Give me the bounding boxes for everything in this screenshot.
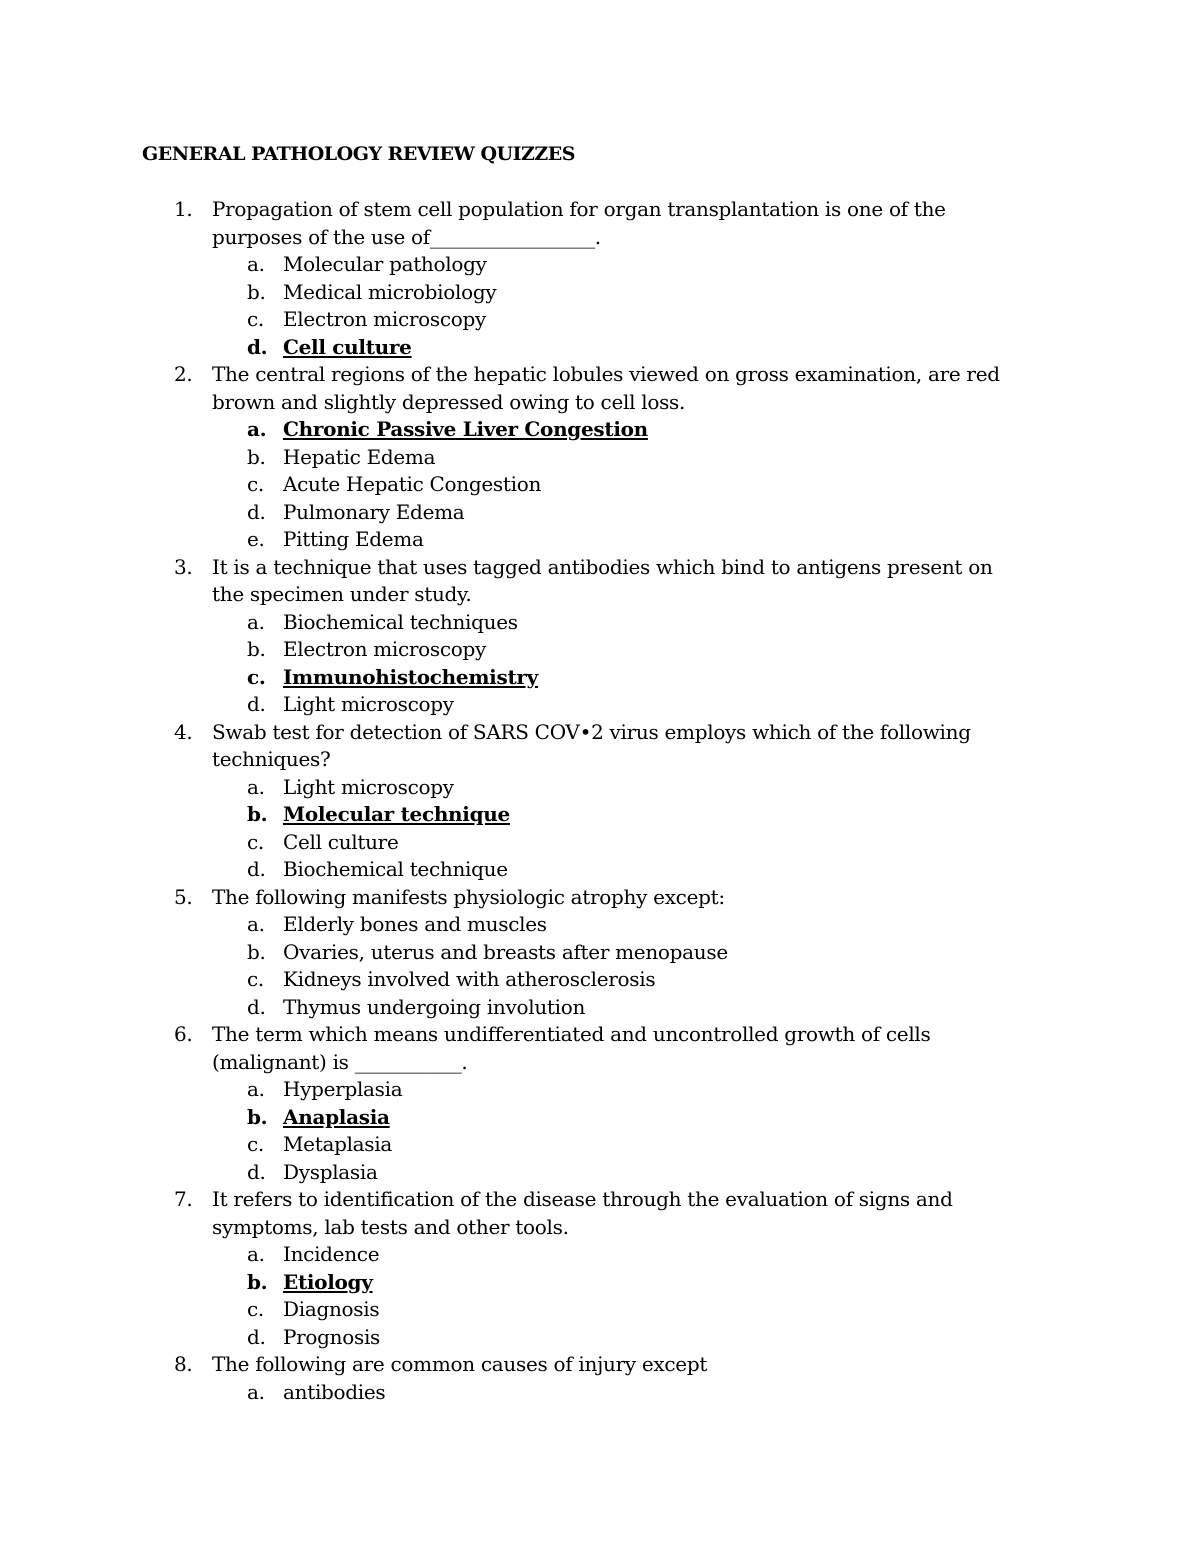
- choice-option: [0, 609, 1200, 637]
- question-text: The central regions of the hepatic lobules viewed on gross examination, are red brown and slightly depressed owing to cell loss.: [212, 362, 1000, 414]
- question-number: 7.: [174, 1187, 193, 1211]
- option-text: Hepatic Edema: [283, 444, 436, 469]
- option-letter: d.: [247, 994, 266, 1019]
- option-letter: b.: [247, 939, 266, 964]
- option-text: Cell culture: [283, 334, 412, 359]
- choice-option: [0, 471, 1200, 499]
- answer-option: [0, 1269, 1200, 1297]
- choice-option: [0, 1241, 1200, 1269]
- choice-option: [0, 444, 1200, 472]
- quiz-list: [0, 196, 1200, 1406]
- answer-option: [0, 801, 1200, 829]
- option-text: Acute Hepatic Congestion: [283, 472, 542, 496]
- choice-option: [0, 856, 1200, 884]
- answer-option: [0, 1104, 1200, 1132]
- option-letter: b.: [247, 444, 266, 469]
- answer-option: [0, 416, 1200, 444]
- option-text: Anaplasia: [283, 1104, 390, 1129]
- document-title: GENERAL PATHOLOGY REVIEW QUIZZES: [142, 143, 575, 165]
- choice-option: [0, 306, 1200, 334]
- option-letter: a.: [247, 1242, 265, 1266]
- option-text: Hyperplasia: [283, 1077, 403, 1101]
- option-text: Cell culture: [283, 829, 399, 854]
- choice-option: [0, 279, 1200, 307]
- option-letter: a.: [247, 609, 265, 634]
- question-item: [0, 1021, 1012, 1076]
- choice-option: [0, 251, 1200, 279]
- choice-option: [0, 636, 1200, 664]
- option-text: Chronic Passive Liver Congestion: [283, 417, 648, 441]
- option-letter: d.: [247, 1324, 266, 1349]
- question-item: [0, 1351, 1012, 1379]
- question-text: Swab test for detection of SARS COV•2 virus employs which of the following techniques?: [212, 719, 971, 771]
- option-letter: d.: [247, 857, 266, 881]
- option-text: Electron microscopy: [283, 307, 486, 331]
- question-number: 8.: [174, 1352, 193, 1376]
- option-letter: b.: [247, 279, 266, 304]
- question-number: 4.: [174, 719, 193, 744]
- option-text: Biochemical techniques: [283, 609, 518, 634]
- question-number: 5.: [174, 884, 193, 909]
- choice-option: [0, 939, 1200, 967]
- question-text: The term which means undifferentiated and uncontrolled growth of cells (malignant) is ___________.: [212, 1022, 931, 1074]
- option-text: Thymus undergoing involution: [283, 994, 586, 1019]
- option-letter: a.: [247, 252, 265, 276]
- question-text: It is a technique that uses tagged antibodies which bind to antigens present on the specimen under study.: [212, 554, 993, 606]
- question-item: [0, 196, 1012, 251]
- option-text: Prognosis: [283, 1324, 381, 1349]
- option-text: Elderly bones and muscles: [283, 912, 547, 936]
- option-text: Pitting Edema: [283, 527, 424, 551]
- option-text: Incidence: [283, 1242, 380, 1266]
- option-letter: d.: [247, 692, 266, 716]
- question-number: 1.: [174, 197, 193, 221]
- choice-option: [0, 1296, 1200, 1324]
- question-text: It refers to identification of the disease through the evaluation of signs and symptoms, lab tests and other tools.: [212, 1187, 953, 1239]
- option-text: Ovaries, uterus and breasts after menopause: [283, 939, 728, 964]
- choice-option: [0, 1076, 1200, 1104]
- option-text: Medical microbiology: [283, 279, 497, 304]
- choice-option: [0, 1379, 1200, 1407]
- choice-option: [0, 691, 1200, 719]
- option-letter: a.: [247, 1077, 265, 1101]
- answer-option: [0, 664, 1200, 692]
- question-text: The following are common causes of injury except: [212, 1352, 708, 1376]
- question-item: [0, 719, 1012, 774]
- option-letter: a.: [247, 774, 265, 799]
- option-letter: c.: [247, 472, 264, 496]
- option-text: Metaplasia: [283, 1132, 392, 1156]
- option-letter: a.: [247, 1379, 265, 1404]
- choice-option: [0, 1324, 1200, 1352]
- choice-option: [0, 774, 1200, 802]
- option-letter: b.: [247, 1269, 268, 1294]
- choice-option: [0, 1131, 1200, 1159]
- option-letter: a.: [247, 417, 267, 441]
- option-letter: c.: [247, 829, 264, 854]
- option-letter: d.: [247, 499, 266, 524]
- choice-option: [0, 526, 1200, 554]
- option-text: antibodies: [283, 1379, 386, 1404]
- question-item: [0, 884, 1012, 912]
- option-letter: c.: [247, 967, 264, 991]
- question-item: [0, 1186, 1012, 1241]
- question-item: [0, 361, 1012, 416]
- option-letter: e.: [247, 527, 265, 551]
- choice-option: [0, 994, 1200, 1022]
- option-letter: c.: [247, 1132, 264, 1156]
- option-letter: b.: [247, 1104, 268, 1129]
- question-text: Propagation of stem cell population for organ transplantation is one of the purposes of the use of_________________.: [212, 197, 946, 249]
- choice-option: [0, 911, 1200, 939]
- option-text: Diagnosis: [283, 1297, 380, 1321]
- option-letter: c.: [247, 664, 266, 689]
- option-text: Dysplasia: [283, 1159, 378, 1184]
- question-number: 6.: [174, 1022, 193, 1046]
- question-item: [0, 554, 1012, 609]
- choice-option: [0, 966, 1200, 994]
- option-text: Immunohistochemistry: [283, 664, 538, 689]
- question-number: 2.: [174, 362, 193, 386]
- question-text: The following manifests physiologic atrophy except:: [212, 884, 725, 909]
- option-letter: b.: [247, 802, 268, 826]
- option-letter: b.: [247, 637, 266, 661]
- option-letter: d.: [247, 334, 268, 359]
- option-text: Molecular pathology: [283, 252, 487, 276]
- option-text: Etiology: [283, 1269, 373, 1294]
- option-letter: c.: [247, 1297, 264, 1321]
- choice-option: [0, 1159, 1200, 1187]
- option-text: Molecular technique: [283, 802, 510, 826]
- option-text: Kidneys involved with atherosclerosis: [283, 967, 656, 991]
- option-text: Pulmonary Edema: [283, 499, 465, 524]
- option-letter: d.: [247, 1159, 266, 1184]
- option-text: Electron microscopy: [283, 637, 486, 661]
- question-number: 3.: [174, 554, 193, 579]
- option-letter: c.: [247, 307, 264, 331]
- choice-option: [0, 499, 1200, 527]
- answer-option: [0, 334, 1200, 362]
- option-text: Light microscopy: [283, 692, 454, 716]
- option-text: Biochemical technique: [283, 857, 508, 881]
- choice-option: [0, 829, 1200, 857]
- option-text: Light microscopy: [283, 774, 454, 799]
- option-letter: a.: [247, 912, 265, 936]
